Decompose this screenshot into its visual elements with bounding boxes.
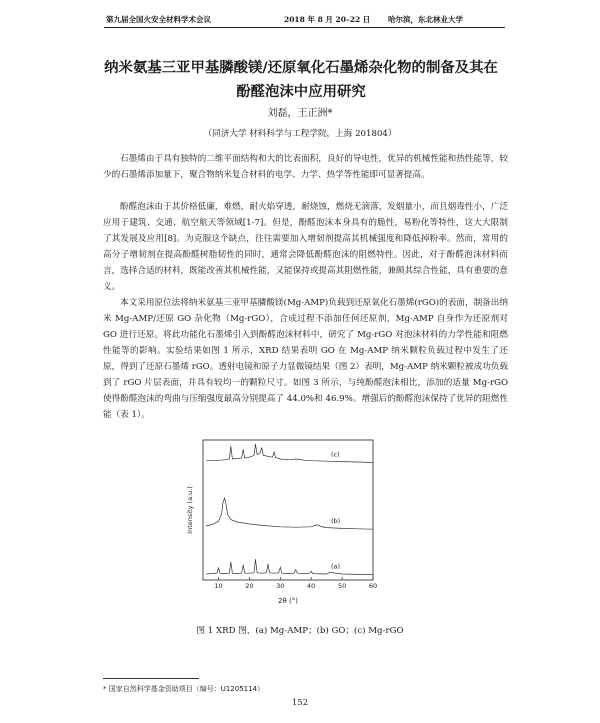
series-label-1: (a)	[331, 562, 341, 571]
figure-caption: 图 1 XRD 图，(a) Mg-AMP；(b) GO；(c) Mg-rGO	[196, 626, 404, 636]
header-rule	[104, 27, 505, 28]
authors: 刘磊，王正洲*	[267, 108, 333, 119]
affiliation: （同济大学 材料科学与工程学院，上海 201804）	[203, 129, 397, 139]
title-line-2: 酚醛泡沫中应用研究	[236, 84, 366, 100]
series-line-1	[206, 559, 373, 574]
x-axis-label: 2θ (°)	[278, 597, 298, 605]
x-tick-label: 30	[276, 582, 285, 590]
paragraph-1	[103, 151, 508, 183]
x-tick-label: 50	[337, 582, 347, 590]
footnote: * 国家自然科学基金资助项目（编号：U1205114）	[103, 685, 265, 693]
xrd-chart	[181, 436, 381, 610]
series-line-2	[206, 498, 373, 529]
footnote-rule	[103, 678, 199, 679]
y-axis-label: Intensity (a.u.)	[186, 486, 194, 534]
x-axis-ticks	[214, 577, 377, 590]
page-number: 152	[291, 698, 309, 708]
series-line-3	[206, 444, 373, 463]
title-line-1: 纳米氨基三亚甲基膦酸镁/还原氧化石墨烯杂化物的制备及其在	[104, 60, 498, 76]
series-label-2: (b)	[331, 517, 341, 526]
paragraph-3	[103, 295, 508, 423]
x-tick-label: 10	[214, 582, 223, 590]
conference-name: 第九届全国火安全材料学术会议	[106, 15, 211, 24]
conference-location: 哈尔滨，东北林业大学	[388, 15, 463, 24]
plot-frame	[203, 440, 373, 580]
paragraph-1-text: 石墨烯由于具有独特的二维平面结构和大的比表面积，良好的导电性，优异的机械性能和热性能等，较少的石墨烯添加量下，聚合物纳米复合材料的电学、力学、热学等性能即可显著提高。	[103, 154, 508, 180]
running-header	[106, 14, 506, 25]
series-label-3: (c)	[331, 450, 340, 459]
paragraph-3-text: 本文采用原位法将纳米氨基三亚甲基膦酸镁(Mg-AMP)负载到还原氧化石墨烯(rGO)的表面，制备出纳米 Mg-AMP/还原 GO 杂化物（Mg-rGO），合成过程不添加任何还原剂，Mg-AMP 自身作为还原剂对 GO 进行还原。将此功能化石墨烯引入到酚醛泡沫材料中，研究了 Mg-rGO 对泡沫材料的力学性能和阻燃性能等的影响。实验结果如图 1 所示，XRD 结果表明 GO 在 Mg-AMP 纳米颗粒负载过程中发生了还原，得到了还原石墨烯 rGO。透射电镜和原子力显微镜结果（图 2）表明，Mg-AMP 纳米颗粒被成功负载到了 rGO 片层表面，并具有较均一的颗粒尺寸。如图 3 所示，与纯酚醛泡沫相比，添加的适量 Mg-rGO 使得酚醛泡沫的弯曲与压缩强度最高分别提高了 44.0%和 46.9%。增强后的酚醛泡沫保持了优异的阻燃性能（表 1）。	[103, 298, 508, 420]
xrd-figure	[181, 436, 381, 610]
x-tick-label: 40	[307, 582, 316, 590]
paragraph-2-text: 酚醛泡沫由于其价格低廉，难燃，耐火焰穿透，耐烧蚀，燃烧无滴落，发烟量小，而且烟毒性小，广泛应用于建筑、交通、航空航天等领域[1-7]。但是，酚醛泡沫本身具有的脆性，易粉化等特性，这大大限制了其发展及应用[8]。为克服这个缺点，往往需要加入增韧剂提高其机械强度和降低掉粉率。然而，常用的高分子增韧剂在提高酚醛树脂韧性的同时，通常会降低酚醛泡沫的阻燃特性。因此，对于酚醛泡沫材料而言，选择合适的材料，既能改善其机械性能，又能保持或提高其阻燃性能，兼顾其综合性能，具有重要的意义。	[103, 202, 508, 292]
x-tick-label: 20	[245, 582, 254, 590]
series-group	[206, 444, 373, 574]
conference-date: 2018 年 8 月 20–22 日	[284, 15, 371, 24]
paragraph-2	[103, 199, 508, 295]
x-tick-label: 60	[368, 582, 378, 590]
